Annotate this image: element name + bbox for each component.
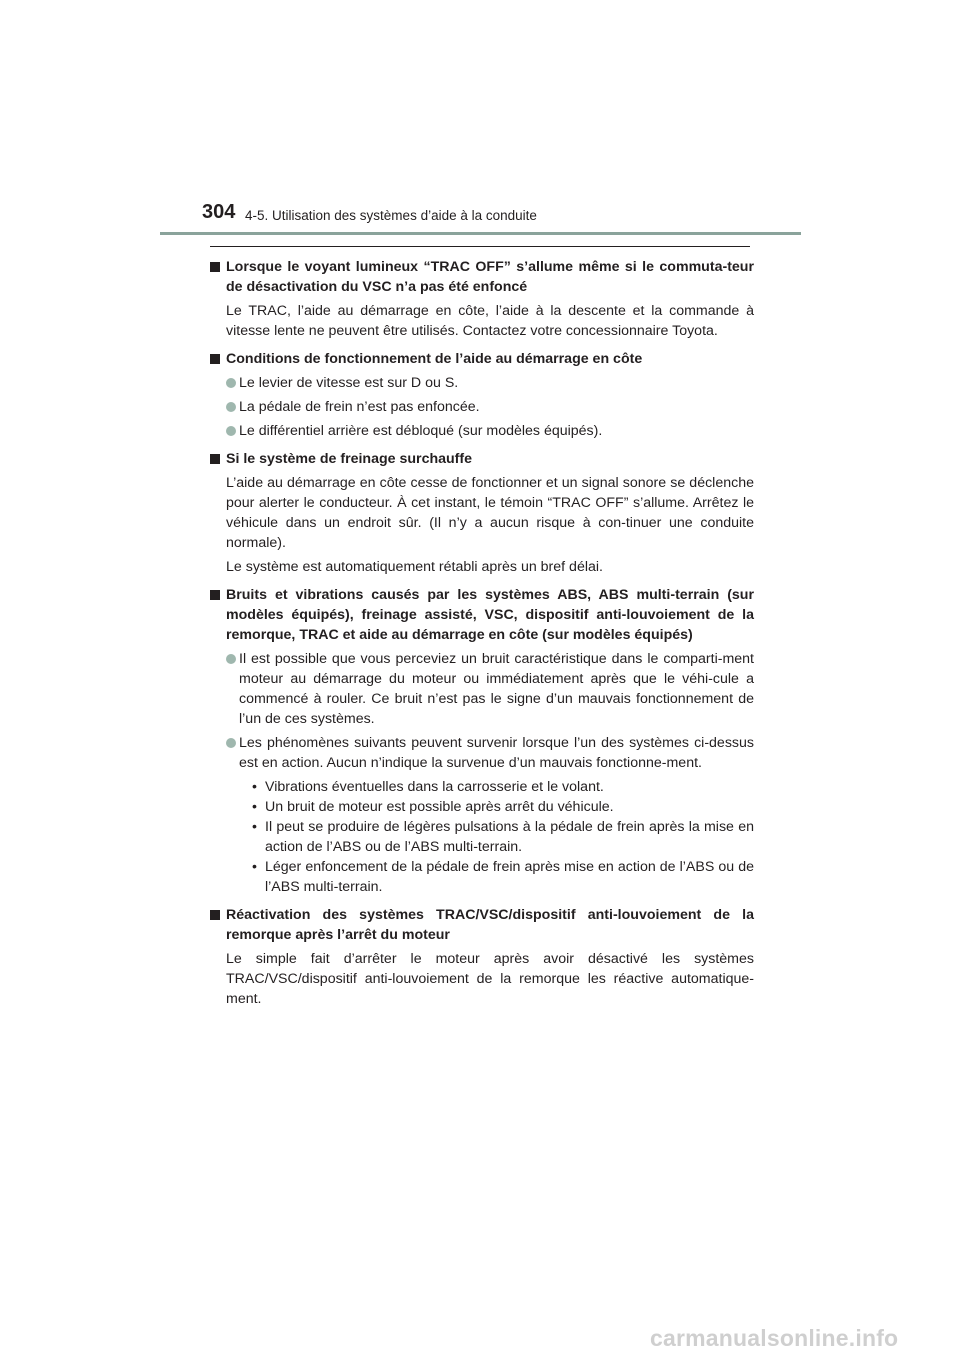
sub-list-item-text: Un bruit de moteur est possible après arrêt du véhicule. [265,799,614,815]
list-item [226,733,754,897]
section-hill-start-conditions [210,349,754,441]
section-brake-overheat [210,449,754,577]
dot-marker-icon: • [252,779,257,795]
list-item-text: La pédale de frein n’est pas enfoncée. [239,399,480,415]
section-trac-off-lamp [210,257,754,341]
round-bullet-icon [226,402,236,412]
square-bullet-icon [210,354,220,364]
list-item-text: Le différentiel arrière est débloqué (sur modèles équipés). [239,423,603,439]
round-bullet-icon [226,426,236,436]
round-bullet-icon [226,654,236,664]
header-rule [160,232,801,235]
list-item [226,397,754,417]
square-bullet-icon [210,910,220,920]
sub-list-item-text: Léger enfoncement de la pédale de frein après mise en action de l’ABS ou de l’ABS multi-terrain. [265,859,754,895]
chapter-title: 4-5. Utilisation des systèmes d’aide à la conduite [245,208,537,223]
section-divider [210,246,750,247]
round-bullet-icon [226,378,236,388]
section-title: Réactivation des systèmes TRAC/VSC/dispositif anti-louvoiement de la remorque après l’arrêt du moteur [226,907,754,943]
dot-marker-icon: • [252,819,257,835]
list-item [226,421,754,441]
sub-list-item [252,857,754,897]
page-content [210,257,754,1009]
list-item [226,373,754,393]
sub-list-item-text: Il peut se produire de légères pulsations à la pédale de frein après la mise en action de l’ABS ou de l’ABS multi-terrain. [265,819,754,855]
sub-list-item-text: Vibrations éventuelles dans la carrosserie et le volant. [265,779,604,795]
list-item [226,649,754,729]
sub-list-item [252,797,754,817]
page-number: 304 [202,201,236,223]
section-paragraph: Le simple fait d’arrêter le moteur après avoir désactivé les systèmes TRAC/VSC/dispositif anti-louvoiement de la remorque les réactive automatique-ment. [226,951,754,1007]
sub-list-item [252,817,754,857]
section-paragraph: L’aide au démarrage en côte cesse de fonctionner et un signal sonore se déclenche pour alerter le conducteur. À cet instant, le témoin “TRAC OFF” s’allume. Arrêtez le véhicule dans un endroit sûr. (Il n’y a aucun risque à con-tinuer une conduite normale). [226,475,754,551]
section-paragraph: Le TRAC, l’aide au démarrage en côte, l’aide à la descente et la commande à vitesse lente ne peuvent être utilisés. Contactez votre concessionnaire Toyota. [226,303,754,339]
dot-marker-icon: • [252,799,257,815]
section-title: Lorsque le voyant lumineux “TRAC OFF” s’allume même si le commuta-teur de désactivation du VSC n’a pas été enfoncé [226,259,754,295]
section-title: Si le système de freinage surchauffe [226,451,473,467]
square-bullet-icon [210,590,220,600]
list-item-text: Les phénomènes suivants peuvent survenir lorsque l’un des systèmes ci-dessus est en action. Aucun n’indique la survenue d’un mauvais fonctionne-ment. [239,735,754,771]
watermark-text: carmanualsonline.info [650,1325,899,1351]
section-title: Bruits et vibrations causés par les systèmes ABS, ABS multi-terrain (sur modèles équipés), freinage assisté, VSC, dispositif anti-louvoiement de la remorque, TRAC et aide au démarrage en côte (sur modèles équipés) [226,587,754,643]
round-bullet-icon [226,738,236,748]
square-bullet-icon [210,262,220,272]
section-paragraph: Le système est automatiquement rétabli après un bref délai. [226,559,603,575]
section-noise-vibrations [210,585,754,897]
section-reactivation [210,905,754,1009]
section-title: Conditions de fonctionnement de l’aide au démarrage en côte [226,351,643,367]
dot-marker-icon: • [252,859,257,875]
list-item-text: Il est possible que vous perceviez un bruit caractéristique dans le comparti-ment moteur au démarrage du moteur ou immédiatement après que le véhi-cule a commencé à rouler. Ce bruit n’est pas le signe d’un mauvais fonctionnement de l’un de ces systèmes. [239,651,754,727]
list-item-text: Le levier de vitesse est sur D ou S. [239,375,459,391]
square-bullet-icon [210,454,220,464]
sub-list [239,777,754,897]
sub-list-item [252,777,754,797]
